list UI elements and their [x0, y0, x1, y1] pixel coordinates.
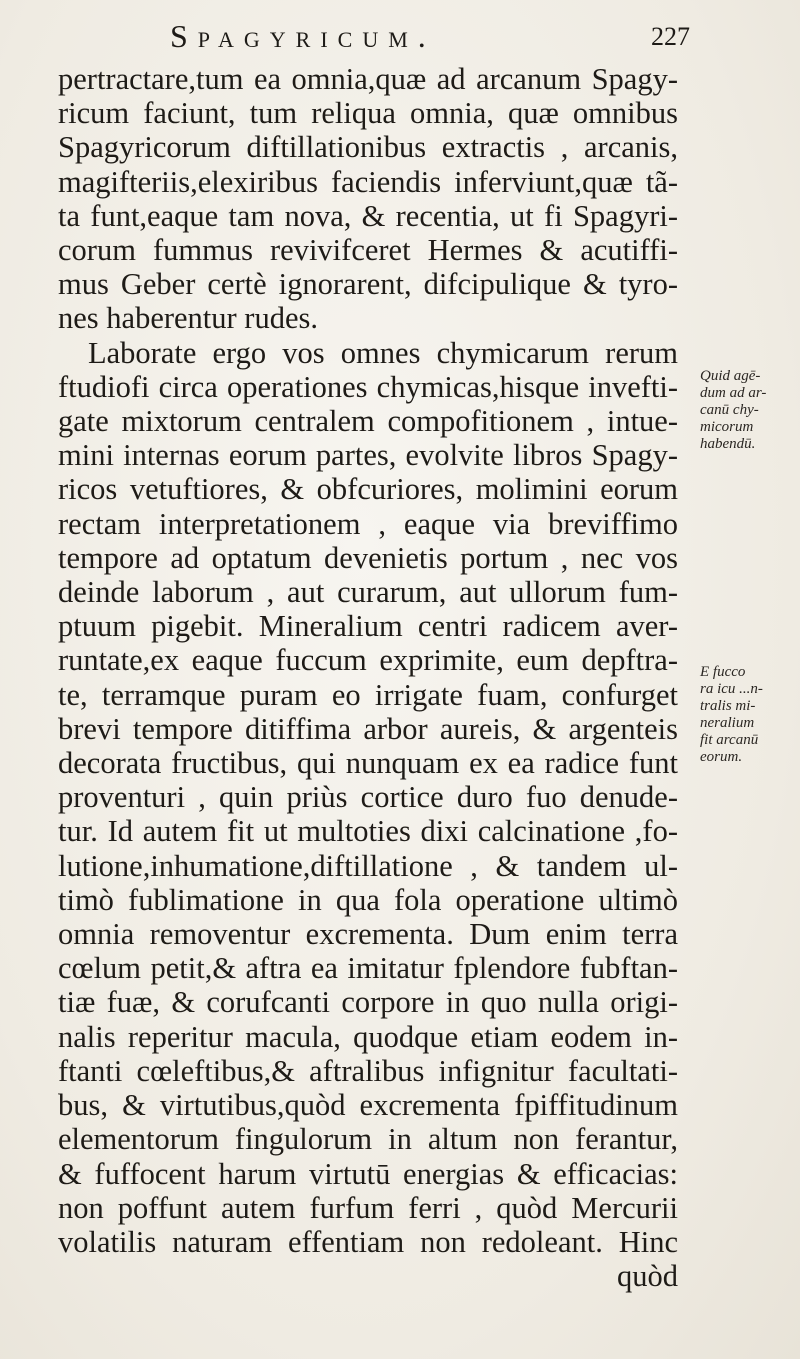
- text-line: brevi tempore ditiffima arbor aureis, & argenteis: [58, 711, 678, 746]
- text-line: non poffunt autem furfum ferri , quòd Mercurii: [58, 1190, 678, 1225]
- text-line: deinde laborum , aut curarum, aut ullorum fum-: [58, 575, 678, 610]
- text-line: timò fublimatione in qua fola operatione ultimò: [58, 882, 678, 917]
- text-line: & fuffocent harum virtutū energias & efficacias:: [58, 1156, 678, 1191]
- text-line: Laborate ergo vos omnes chymicarum rerum: [88, 335, 678, 370]
- text-line: ftudiofi circa operationes chymicas,hisque invefti-: [58, 369, 678, 404]
- text-line: nes haberentur rudes.: [58, 301, 318, 336]
- text-line: volatilis naturam effentiam non redoleant. Hinc: [58, 1224, 678, 1259]
- text-line: omnia removentur excrementa. Dum enim terra: [58, 917, 678, 952]
- text-line: tur. Id autem fit ut multoties dixi calcinatione ,fo-: [58, 814, 678, 849]
- text-line: elementorum fingulorum in altum non ferantur,: [58, 1122, 678, 1157]
- page-number: 227: [651, 22, 690, 51]
- marginal-note-line: dum ad ar-: [700, 385, 767, 401]
- text-line: pertractare,tum ea omnia,quæ ad arcanum Spagy-: [58, 62, 678, 96]
- text-line: lutione,inhumatione,diftillatione , & tandem ul-: [58, 848, 678, 883]
- text-line: Spagyricorum diftillationibus extractis , arcanis,: [58, 130, 678, 165]
- text-line: decorata fructibus, qui nunquam ex ea radice funt: [58, 746, 678, 781]
- marginal-note-line: habendū.: [700, 436, 756, 452]
- text-line: ricum faciunt, tum reliqua omnia, quæ omnibus: [58, 96, 678, 131]
- marginal-note-line: E fucco: [700, 664, 746, 680]
- text-line: nalis reperitur macula, quodque etiam eodem in-: [58, 1019, 678, 1054]
- marginal-note-line: tralis mi-: [700, 698, 756, 714]
- text-line: corum fummus revivifceret Hermes & acutiffi-: [58, 233, 678, 268]
- marginal-note-line: eorum.: [700, 749, 743, 765]
- text-line: magifteriis,elexiribus faciendis inferviunt,quæ tã-: [58, 164, 678, 199]
- text-line: runtate,ex eaque fuccum exprimite, eum depftra-: [58, 643, 678, 678]
- marginal-note-2: [700, 664, 763, 766]
- text-line: gate mixtorum centralem compofitionem , intue-: [58, 404, 678, 439]
- text-line: tiæ fuæ, & corufcanti corpore in quo nulla origi-: [58, 985, 678, 1020]
- text-line: bus, & virtutibus,quòd excrementa fpiffitudinum: [58, 1088, 678, 1123]
- text-line: cœlum petit,& aftra ea imitatur fplendore fubftan-: [58, 951, 678, 986]
- text-line: ta funt,eaque tam nova, & recentia, ut fi Spagyri-: [58, 198, 678, 233]
- main-text-block: [58, 62, 678, 1293]
- marginal-note-line: ra icu ...n-: [700, 681, 763, 697]
- text-line: proventuri , quin priùs cortice duro fuo denude-: [58, 780, 678, 815]
- text-line: ptuum pigebit. Mineralium centri radicem aver-: [58, 609, 678, 644]
- text-line: mini internas eorum partes, evolvite libros Spagy-: [58, 438, 678, 473]
- running-head: Spagyricum.: [170, 18, 436, 54]
- text-line: te, terramque puram eo irrigate fuam, confurget: [58, 677, 678, 712]
- marginal-note-line: canū chy-: [700, 402, 759, 418]
- text-line: rectam interpretationem , eaque via breviffimo: [58, 506, 678, 541]
- text-line: ricos vetuftiores, & obfcuriores, molimini eorum: [58, 472, 678, 507]
- marginal-note-line: micorum: [700, 419, 754, 435]
- marginal-note-line: fit arcanū: [700, 732, 759, 748]
- text-line: tempore ad optatum devenietis portum , nec vos: [58, 540, 678, 575]
- marginal-note-line: neralium: [700, 715, 755, 731]
- marginal-note-line: Quid agē-: [700, 368, 761, 384]
- text-line: mus Geber certè ignorarent, difcipulique & tyro-: [58, 267, 678, 302]
- catchword: quòd: [617, 1259, 678, 1294]
- marginal-note-1: [700, 368, 766, 453]
- text-line: ftanti cœleftibus,& aftralibus infignitur facultati-: [58, 1053, 678, 1088]
- page-header: [170, 18, 690, 58]
